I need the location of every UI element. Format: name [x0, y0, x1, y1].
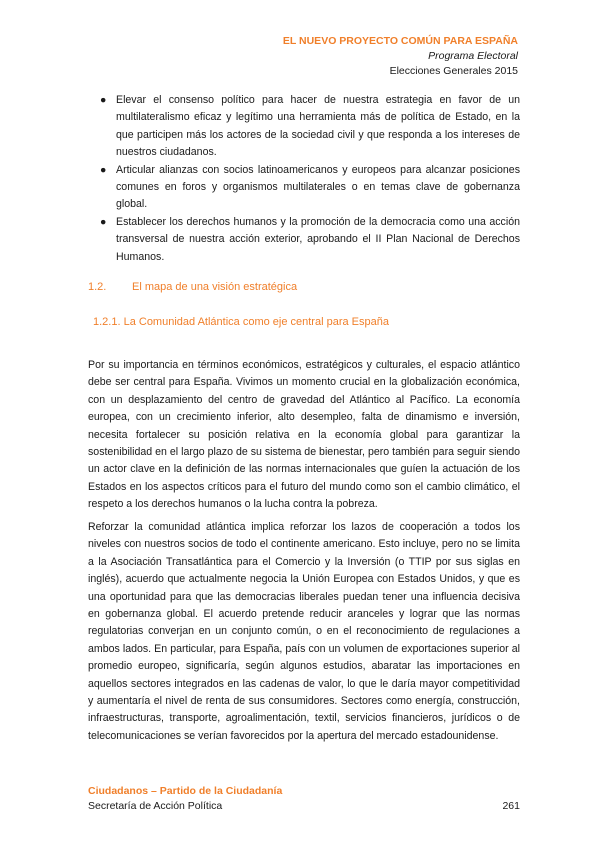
- page-header: [283, 34, 518, 79]
- bullet-icon: ●: [100, 94, 107, 106]
- footer-org: Ciudadanos – Partido de la Ciudadanía: [88, 785, 283, 797]
- header-org-title: EL NUEVO PROYECTO COMÚN PARA ESPAÑA: [282, 35, 518, 47]
- subsection-heading: 1.2.1. La Comunidad Atlántica como eje central para España: [93, 316, 389, 328]
- bullet-list: [100, 92, 520, 266]
- section-number: 1.2.: [88, 281, 107, 293]
- bullet-icon: ●: [100, 215, 107, 228]
- bullet-text: Establecer los derechos humanos y la promoción de la democracia como una acción transversal de nuestra acción exterior, aprobando el II Plan Nacional de Derechos Humanos.: [116, 215, 520, 263]
- list-item: [100, 162, 520, 214]
- list-item: [100, 214, 520, 266]
- section-title: El mapa de una visión estratégica: [132, 281, 298, 293]
- bullet-text: Elevar el consenso político para hacer de nuestra estrategia en favor de un multilateralismo eficaz y legítimo una herramienta más de política de Estado, en la que participen más los actores de la sociedad civil y que responda a los intereses de nuestros ciudadanos.: [116, 94, 520, 159]
- header-program: Programa Electoral: [428, 50, 518, 62]
- paragraph: Reforzar la comunidad atlántica implica reforzar los lazos de cooperación a todos los niveles con nuestros socios de todo el continente americano. Esto incluye, pero no se limita a la Asociación Transatlántica para el Comercio y la Inversión (o TTIP por sus siglas en inglés), acuerdo que actualmente negocia la Unión Europea con Estados Unidos, y que es una oportunidad para que las democracias liberales puedan tener una influencia decisiva en gobernanza global. El acuerdo pretende reducir aranceles y lograr que las normas regulatorias converjan en un conjunto común, o en el reconocimiento de regulaciones a ambos lados. En particular, para España, país con un volumen de exportaciones superior al promedio europeo, significaría, según algunos estudios, abaratar las importaciones en aquellos sectores integrados en las cadenas de valor, lo que le daría mayor competitividad y aumentaría el nivel de renta de sus consumidores. Sectores como energía, construcción, infraestructuras, transporte, agroalimentación, textil, servicios financieros, jurídicos o de telecomunicaciones se verían favorecidos por la apertura del mercado estadounidense.: [88, 521, 520, 742]
- footer-department: Secretaría de Acción Política: [88, 800, 223, 812]
- list-item: [100, 92, 520, 162]
- page-number: 261: [502, 800, 520, 812]
- section-heading: [88, 281, 297, 293]
- bullet-text: Articular alianzas con socios latinoamericanos y europeos para alcanzar posiciones comunes en foros y organismos multilaterales o en temas clave de gobernanza global.: [116, 163, 520, 211]
- header-elections: Elecciones Generales 2015: [389, 65, 518, 77]
- bullet-icon: ●: [100, 163, 107, 176]
- page-footer: [88, 784, 520, 814]
- paragraph: Por su importancia en términos económicos, estratégicos y culturales, el espacio atlántico debe ser central para España. Vivimos un momento crucial en la globalización económica, con un desplazamiento del centro de gravedad del Atlántico al Pacífico. La economía europea, con un crecimiento inferior, alto desempleo, falta de dinamismo e inversión, necesita fortalecer su posición relativa en la economía global para garantizar la sostenibilidad en el largo plazo de su sistema de bienestar, pero también para seguir siendo un actor clave en la definición de las normas internacionales que guíen la actuación de los Estados en los aspectos críticos para el futuro del mundo como son el cambio climático, el respeto a los derechos humanos o la lucha contra la pobreza.: [88, 359, 520, 511]
